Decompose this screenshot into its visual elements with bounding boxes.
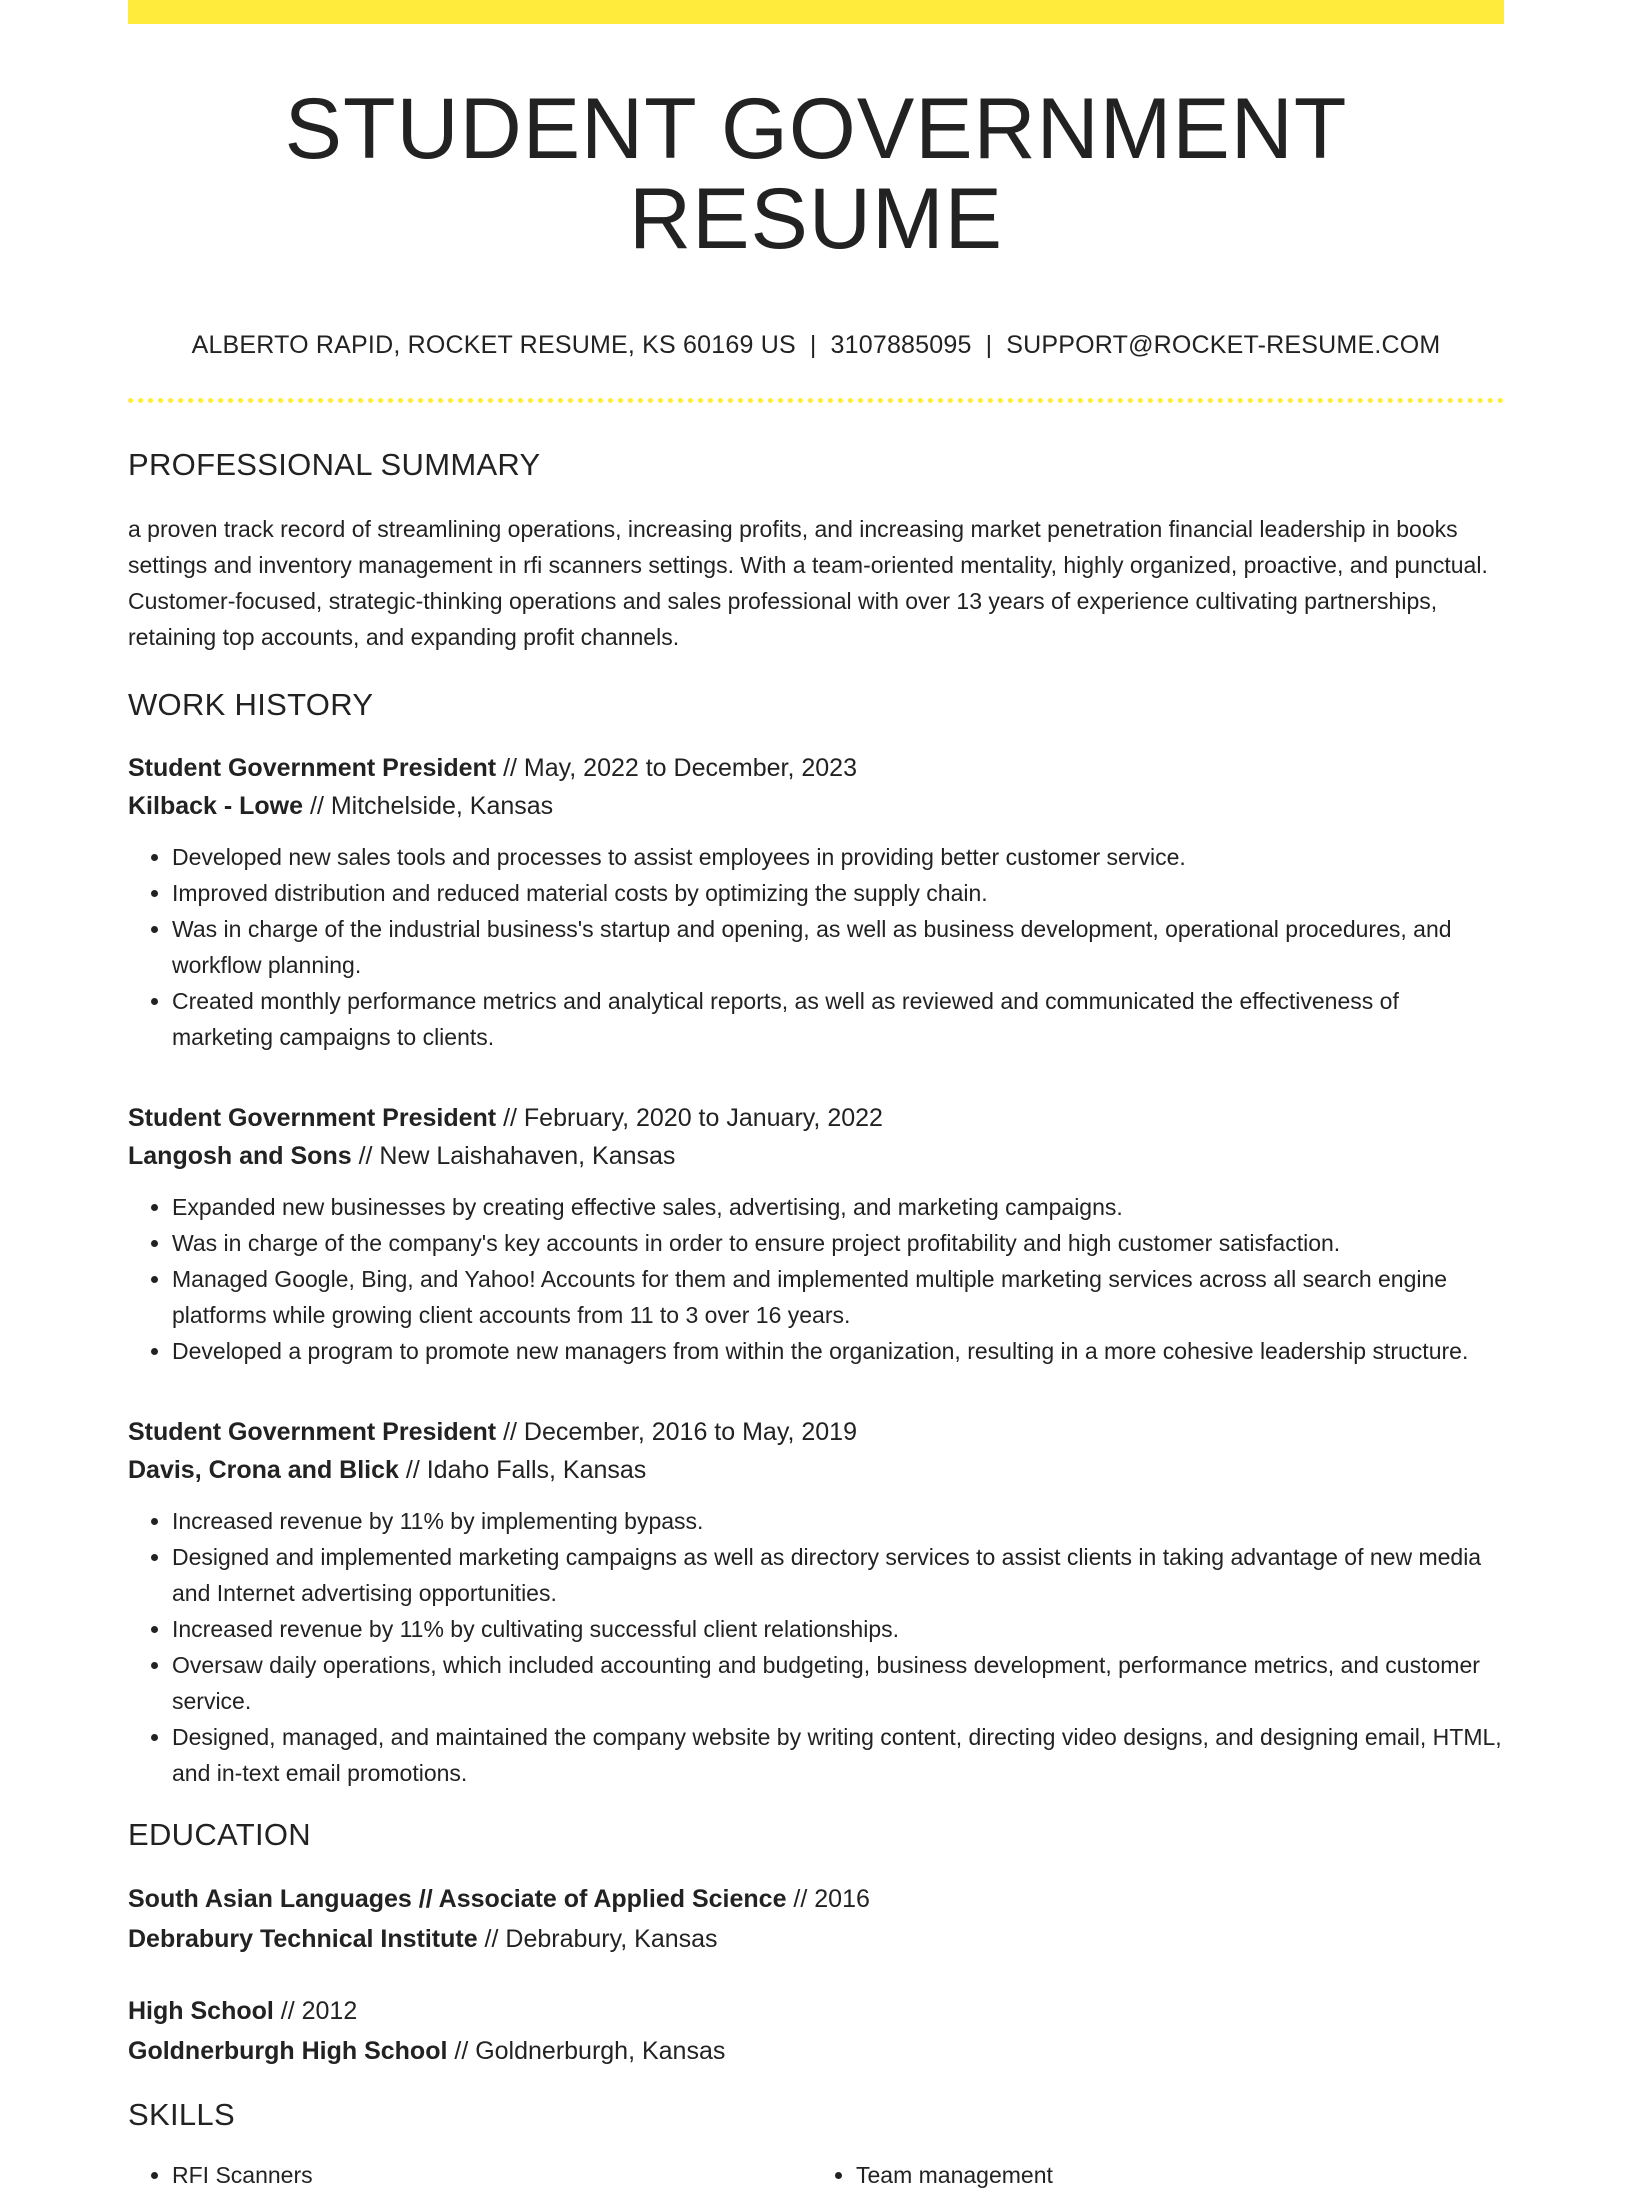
job-role: Student Government President <box>128 753 497 782</box>
job-dates: // December, 2016 to May, 2019 <box>496 1417 857 1446</box>
edu-year: // 2016 <box>786 1884 870 1913</box>
job-role: Student Government President <box>128 1103 497 1132</box>
contact-separator: | <box>809 330 817 359</box>
list-item: • Developed new sales tools and processes to assist employees in providing better customer service. <box>172 839 1504 875</box>
list-item: • Created monthly performance metrics and analytical reports, as well as reviewed and communicated the effectiveness of marketing campaigns to clients. <box>172 983 1504 1055</box>
skill-item: • RFI Scanners <box>172 2157 812 2193</box>
list-item: • Was in charge of the industrial business's startup and opening, as well as business development, operational procedures, and workflow planning. <box>172 911 1504 983</box>
edu-degree-line <box>128 1991 1504 2031</box>
job-company: Kilback - Lowe <box>128 791 304 820</box>
job-entry <box>128 749 1504 1055</box>
dotted-divider <box>128 398 1504 403</box>
summary-text: a proven track record of streamlining operations, increasing profits, and increasing market penetration financial leadership in books settings and inventory management in rfi scanners settings. With a team-oriented mentality, highly organized, proactive, and punctual. Customer-focused, strategic-thinking operations and sales professional with over 13 years of experience cultivating partnerships, retaining top accounts, and expanding profit channels. <box>128 515 1488 650</box>
job-company-line <box>128 1137 1504 1175</box>
edu-degree: South Asian Languages // Associate of Applied Science <box>128 1884 787 1913</box>
edu-school-line <box>128 2031 1504 2071</box>
edu-degree-line <box>128 1879 1504 1919</box>
skills-column-left <box>128 2157 812 2193</box>
job-role-line <box>128 1099 1504 1137</box>
contact-address: ALBERTO RAPID, ROCKET RESUME, KS 60169 US <box>191 330 796 359</box>
resume-title: STUDENT GOVERNMENT RESUME <box>284 81 1348 268</box>
list-item: • Oversaw daily operations, which included accounting and budgeting, business development, performance metrics, and customer service. <box>172 1647 1504 1719</box>
list-item: • Designed, managed, and maintained the company website by writing content, directing video designs, and designing email, HTML, and in-text email promotions. <box>172 1719 1504 1791</box>
job-role-line <box>128 1413 1504 1451</box>
skills-heading: SKILLS <box>128 2096 235 2132</box>
contact-line <box>128 331 1504 360</box>
summary-heading: PROFESSIONAL SUMMARY <box>128 446 541 482</box>
edu-school-line <box>128 1919 1504 1959</box>
edu-degree: High School <box>128 1996 274 2025</box>
job-company-line <box>128 1451 1504 1489</box>
contact-separator: | <box>985 330 993 359</box>
edu-year: // 2012 <box>273 1996 358 2025</box>
job-dates: // February, 2020 to January, 2022 <box>496 1103 883 1132</box>
contact-phone: 3107885095 <box>830 330 972 359</box>
job-entry <box>128 1099 1504 1369</box>
edu-school: Debrabury Technical Institute <box>128 1924 478 1953</box>
list-item: • Improved distribution and reduced material costs by optimizing the supply chain. <box>172 875 1504 911</box>
list-item: • Increased revenue by 11% by cultivating successful client relationships. <box>172 1611 1504 1647</box>
job-bullets <box>128 1503 1504 1791</box>
contact-email[interactable]: SUPPORT@ROCKET-RESUME.COM <box>1006 330 1441 359</box>
list-item: • Managed Google, Bing, and Yahoo! Accounts for them and implemented multiple marketing services across all search engine platforms while growing client accounts from 11 to 3 over 16 years. <box>172 1261 1504 1333</box>
education-entry <box>128 1879 1504 1959</box>
job-role: Student Government President <box>128 1417 497 1446</box>
skills-column-right <box>812 2157 1496 2193</box>
edu-location: // Goldnerburgh, Kansas <box>447 2036 726 2065</box>
skill-item: • Team management <box>856 2157 1496 2193</box>
list-item: • Expanded new businesses by creating effective sales, advertising, and marketing campaigns. <box>172 1189 1504 1225</box>
list-item: • Designed and implemented marketing campaigns as well as directory services to assist clients in taking advantage of new media and Internet advertising opportunities. <box>172 1539 1504 1611</box>
skills-list <box>128 2157 1504 2193</box>
list-item: • Developed a program to promote new managers from within the organization, resulting in a more cohesive leadership structure. <box>172 1333 1504 1369</box>
job-company-line <box>128 787 1504 825</box>
job-location: // Idaho Falls, Kansas <box>398 1455 647 1484</box>
job-company: Langosh and Sons <box>128 1141 352 1170</box>
job-company: Davis, Crona and Blick <box>128 1455 399 1484</box>
job-location: // New Laishahaven, Kansas <box>351 1141 676 1170</box>
job-dates: // May, 2022 to December, 2023 <box>496 753 857 782</box>
work-history-heading: WORK HISTORY <box>128 686 374 722</box>
job-entry <box>128 1413 1504 1791</box>
list-item: • Increased revenue by 11% by implementing bypass. <box>172 1503 1504 1539</box>
resume-page <box>128 0 1504 2193</box>
education-entry <box>128 1991 1504 2071</box>
job-bullets <box>128 839 1504 1055</box>
education-heading: EDUCATION <box>128 1816 311 1852</box>
job-location: // Mitchelside, Kansas <box>303 791 554 820</box>
edu-location: // Debrabury, Kansas <box>477 1924 718 1953</box>
job-bullets <box>128 1189 1504 1369</box>
job-role-line <box>128 749 1504 787</box>
list-item: • Was in charge of the company's key accounts in order to ensure project profitability and high customer satisfaction. <box>172 1225 1504 1261</box>
accent-top-bar <box>128 0 1504 24</box>
edu-school: Goldnerburgh High School <box>128 2036 448 2065</box>
